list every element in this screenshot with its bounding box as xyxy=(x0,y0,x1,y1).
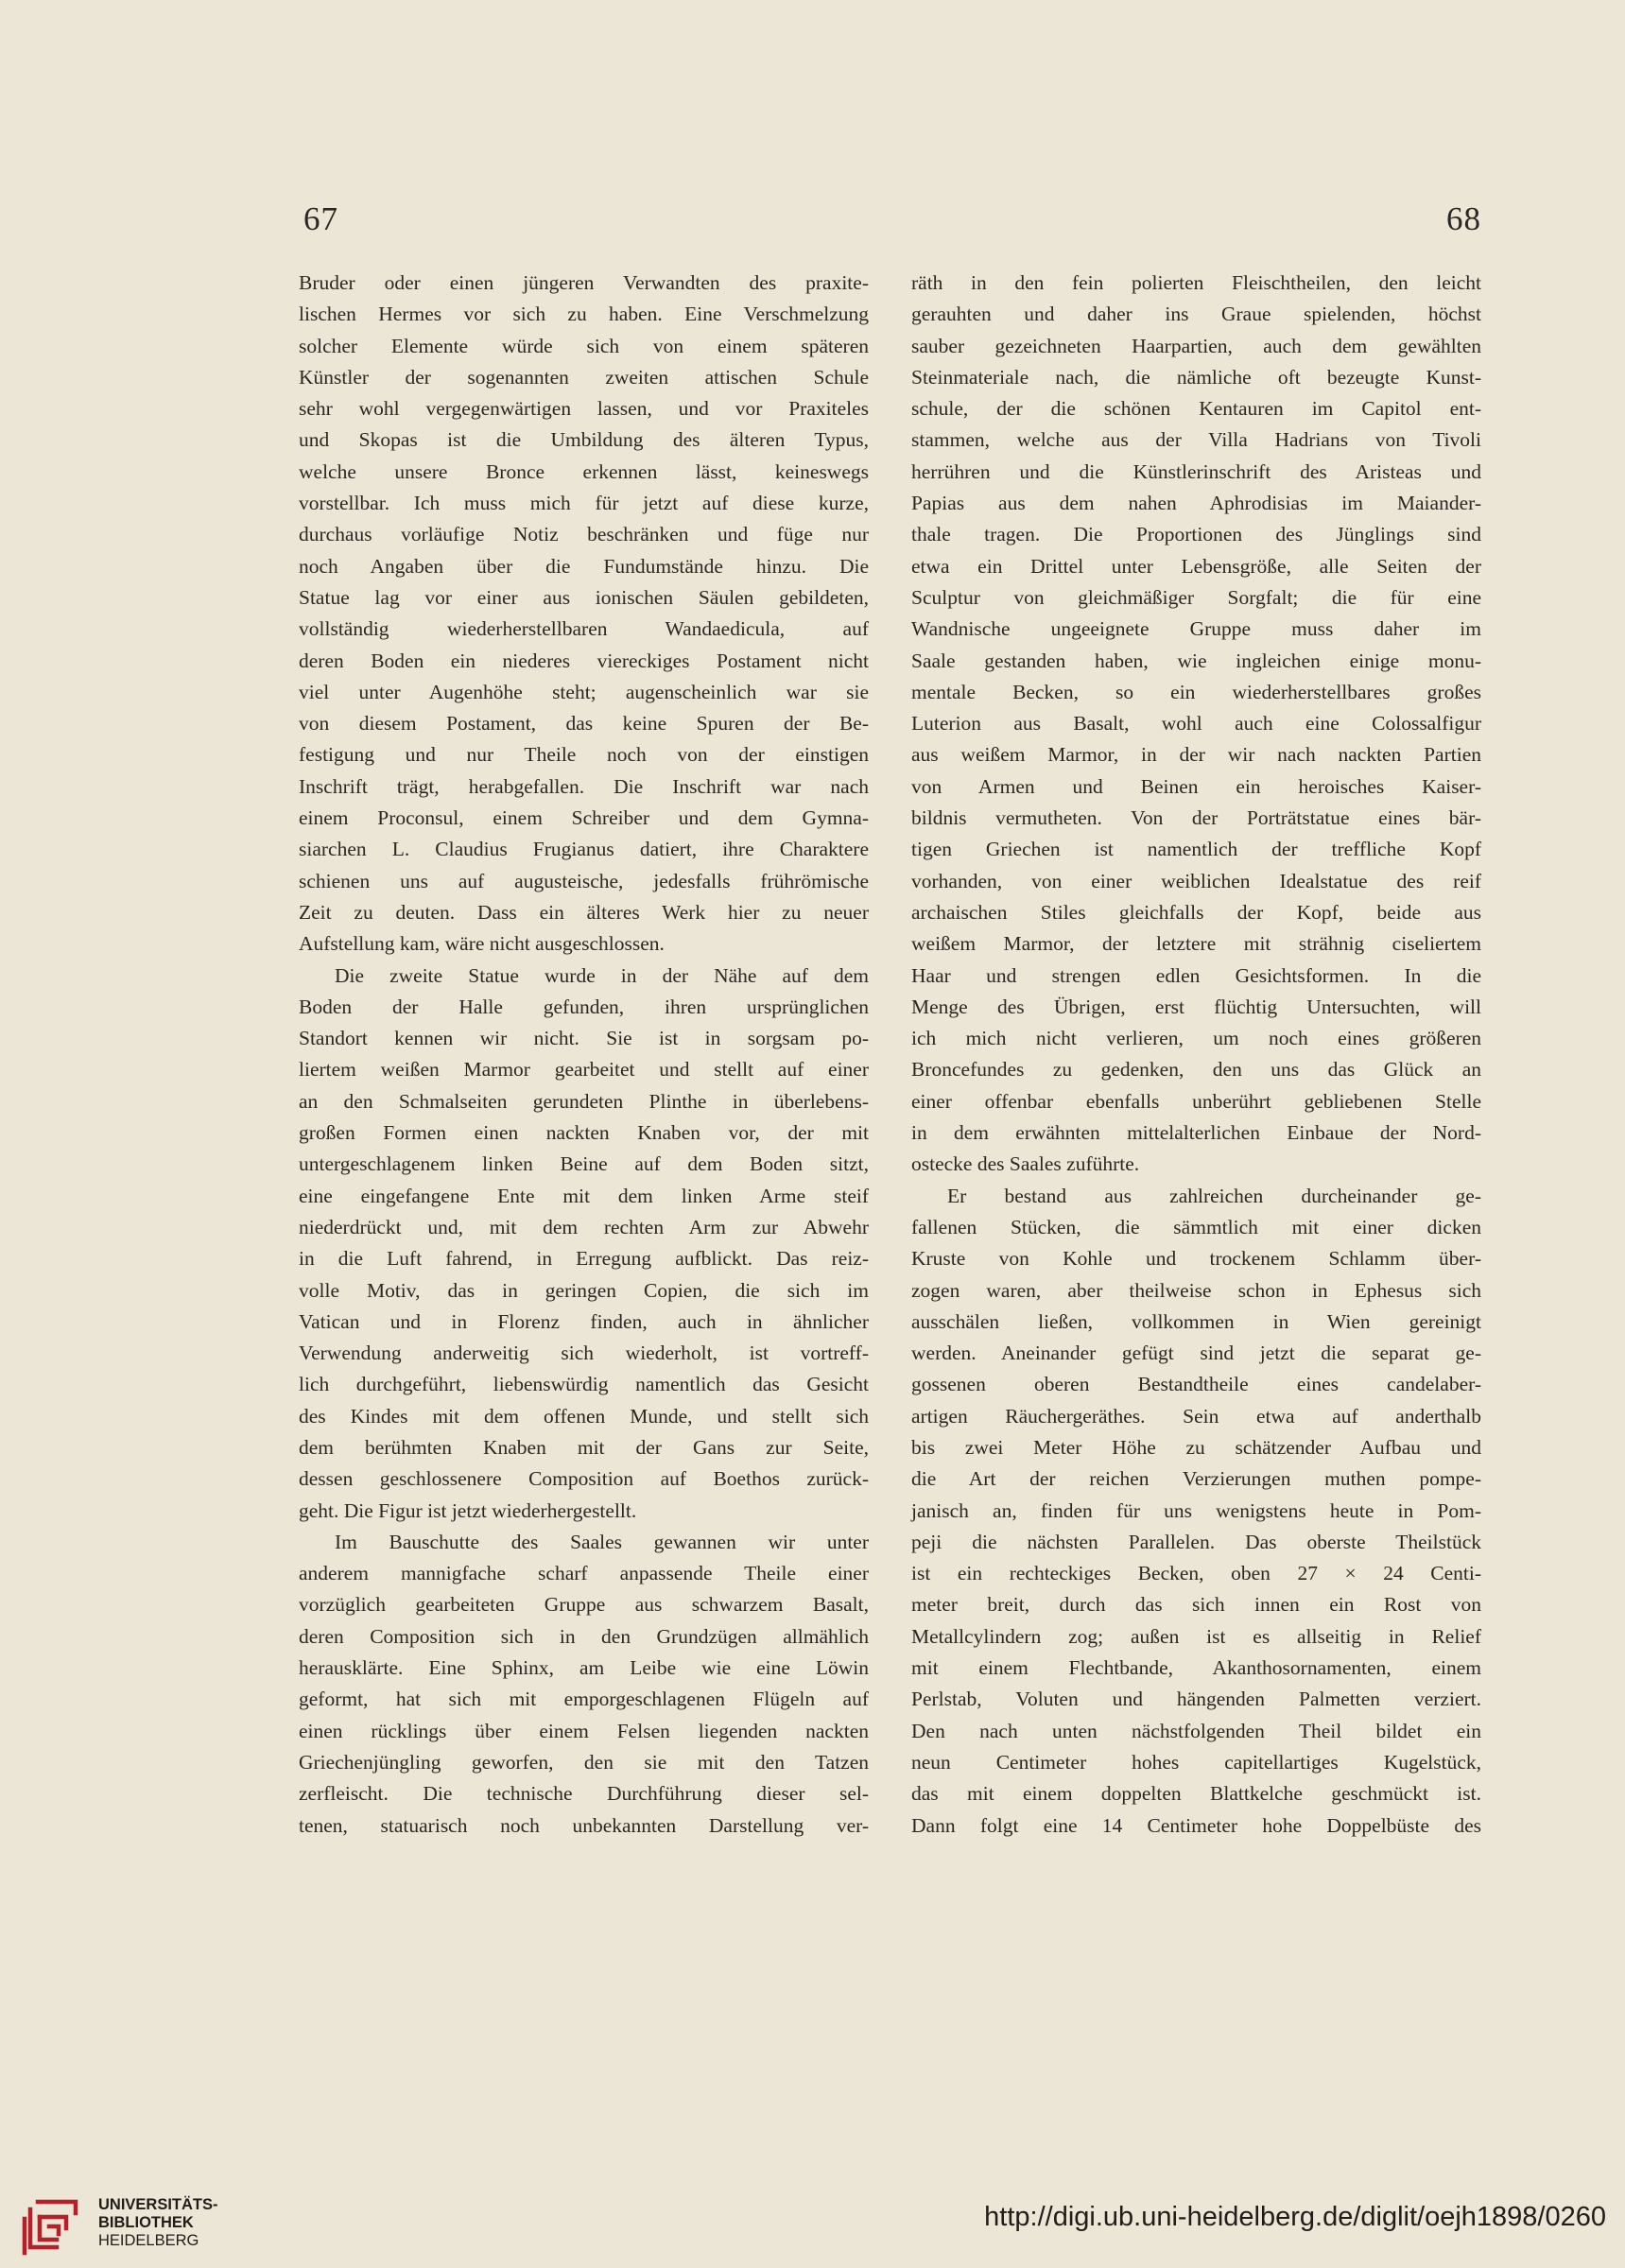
left-column-line: Standort kennen wir nicht. Sie ist in sorgsam po- xyxy=(299,1027,869,1050)
right-column-line: Kruste von Kohle und trockenem Schlamm über- xyxy=(911,1247,1481,1271)
library-name-line2: BIBLIOTHEK xyxy=(98,2214,194,2231)
right-column-line: ist ein rechteckiges Becken, oben 27 × 24 Centi- xyxy=(911,1562,1481,1585)
left-column-line: an den Schmalseiten gerundeten Plinthe in überlebens- xyxy=(299,1089,869,1113)
left-column-line: einen rücklings über einem Felsen liegenden nackten xyxy=(299,1719,869,1742)
right-column-line: Menge des Übrigen, erst flüchtig Untersuchten, will xyxy=(911,995,1481,1018)
left-column-line: Künstler der sogenannten zweiten attischen Schule xyxy=(299,365,869,389)
left-column-line: großen Formen einen nackten Knaben vor, der mit xyxy=(299,1121,869,1145)
right-column-line: neun Centimeter hohes capitellartiges Kugelstück, xyxy=(911,1750,1481,1774)
right-column-line: Broncefundes zu gedenken, den uns das Glück an xyxy=(911,1058,1481,1082)
right-column-line: Papias aus dem nahen Aphrodisias im Maiander- xyxy=(911,492,1481,515)
right-column-line: artigen Räuchergeräthes. Sein etwa auf anderthalb xyxy=(911,1404,1481,1428)
left-column-line: siarchen L. Claudius Frugianus datiert, ihre Charaktere xyxy=(299,838,869,861)
left-column-line: niederdrückt und, mit dem rechten Arm zur Abwehr xyxy=(299,1215,869,1238)
right-page-number: 68 xyxy=(1446,200,1481,237)
left-column-line: herausklärte. Eine Sphinx, am Leibe wie eine Löwin xyxy=(299,1656,869,1680)
right-column-line: etwa ein Drittel unter Lebensgröße, alle Seiten der xyxy=(911,554,1481,578)
right-column-line: zogen waren, aber theilweise schon in Ephesus sich xyxy=(911,1278,1481,1302)
right-column-line: Metallcylindern zog; außen ist es allseitig in Relief xyxy=(911,1624,1481,1648)
left-column-line: lich durchgeführt, liebenswürdig namentlich das Gesicht xyxy=(299,1373,869,1396)
right-column-line: meter breit, durch das sich innen ein Rost von xyxy=(911,1593,1481,1617)
left-column-line: Zeit zu deuten. Dass ein älteres Werk hier zu neuer xyxy=(299,900,869,924)
right-column-line: schule, der die schönen Kentauren im Capitol ent- xyxy=(911,397,1481,421)
right-column-line: sauber gezeichneten Haarpartien, auch dem gewählten xyxy=(911,334,1481,357)
right-column-line: Steinmateriale nach, die nämliche oft bezeugte Kunst- xyxy=(911,365,1481,389)
right-column-line: vorhanden, von einer weiblichen Idealstatue des reif xyxy=(911,869,1481,892)
left-column-line: in die Luft fahrend, in Erregung aufblickt. Das reiz- xyxy=(299,1247,869,1271)
right-column-line: Er bestand aus zahlreichen durcheinander ge- xyxy=(947,1184,1481,1207)
right-column-line: Perlstab, Voluten und hängenden Palmetten verziert. xyxy=(911,1688,1481,1711)
left-column-line: Die zweite Statue wurde in der Nähe auf dem xyxy=(335,963,869,987)
left-column-line: Griechenjüngling geworfen, den sie mit den Tatzen xyxy=(299,1750,869,1774)
right-column-line: räth in den fein polierten Fleischtheilen, den leicht xyxy=(911,271,1481,294)
right-column-line: werden. Aneinander gefügt sind jetzt die separat ge- xyxy=(911,1342,1481,1365)
left-column-line: liertem weißen Marmor gearbeitet und stellt auf einer xyxy=(299,1058,869,1082)
library-name-line3: HEIDELBERG xyxy=(98,2232,199,2249)
left-page-number: 67 xyxy=(303,200,338,237)
left-column-line: Inschrift trägt, herabgefallen. Die Inschrift war nach xyxy=(299,774,869,798)
left-column-line: volle Motiv, das in geringen Copien, die sich im xyxy=(299,1278,869,1302)
left-column-line: dessen geschlossenere Composition auf Boethos zurück- xyxy=(299,1467,869,1491)
right-column-line: peji die nächsten Parallelen. Das oberste Theilstück xyxy=(911,1530,1481,1553)
left-column-line: Im Bauschutte des Saales gewannen wir unter xyxy=(335,1530,869,1553)
left-column-line: zerfleischt. Die technische Durchführung dieser sel- xyxy=(299,1782,869,1806)
right-column-line: gossenen oberen Bestandtheile eines candelaber- xyxy=(911,1373,1481,1396)
right-column-line: Haar und strengen edlen Gesichtsformen. In die xyxy=(911,963,1481,987)
left-column-line: anderem mannigfache scharf anpassende Theile einer xyxy=(299,1562,869,1585)
left-column-line: schienen uns auf augusteische, jedesfalls frührömische xyxy=(299,869,869,892)
right-column-line: einer offenbar ebenfalls unberührt gebliebenen Stelle xyxy=(911,1089,1481,1113)
right-column-line: bis zwei Meter Höhe zu schätzender Aufbau und xyxy=(911,1435,1481,1459)
left-column-line: geformt, hat sich mit emporgeschlagenen Flügeln auf xyxy=(299,1688,869,1711)
right-column-line: in dem erwähnten mittelalterlichen Einbaue der Nord- xyxy=(911,1121,1481,1145)
left-column-line: deren Composition sich in den Grundzügen allmählich xyxy=(299,1624,869,1648)
right-text-column xyxy=(911,268,1481,1842)
right-column-line: tigen Griechen ist namentlich der treffliche Kopf xyxy=(911,838,1481,861)
right-column-line: Dann folgt eine 14 Centimeter hohe Doppelbüste des xyxy=(911,1813,1481,1837)
left-column-line: festigung und nur Theile noch von der einstigen xyxy=(299,743,869,767)
right-column-line: Den nach unten nächstfolgenden Theil bildet ein xyxy=(911,1719,1481,1742)
right-column-line: Luterion aus Basalt, wohl auch eine Colossalfigur xyxy=(911,712,1481,736)
left-column-line: Verwendung anderweitig sich wiederholt, ist vortreff- xyxy=(299,1342,869,1365)
left-column-line: tenen, statuarisch noch unbekannten Darstellung ver- xyxy=(299,1813,869,1837)
left-column-line: einem Proconsul, einem Schreiber und dem Gymna- xyxy=(299,806,869,830)
permalink-url[interactable]: http://digi.ub.uni-heidelberg.de/diglit/oejh1898/0260 xyxy=(984,2202,1606,2232)
right-column-line: janisch an, finden für uns wenigstens heute in Pom- xyxy=(911,1498,1481,1522)
left-column-line: eine eingefangene Ente mit dem linken Arme steif xyxy=(299,1184,869,1207)
right-column-line: aus weißem Marmor, in der wir nach nackten Partien xyxy=(911,743,1481,767)
right-column-line: mit einem Flechtbande, Akanthosornamenten, einem xyxy=(911,1656,1481,1680)
right-column-line: die Art der reichen Verzierungen muthen pompe- xyxy=(911,1467,1481,1491)
left-column-line: untergeschlagenem linken Beine auf dem Boden sitzt, xyxy=(299,1152,869,1176)
left-column-line: vorstellbar. Ich muss mich für jetzt auf diese kurze, xyxy=(299,492,869,515)
left-column-line: deren Boden ein niederes viereckiges Postament nicht xyxy=(299,649,869,672)
left-column-line: sehr wohl vergegenwärtigen lassen, und vor Praxiteles xyxy=(299,397,869,421)
left-column-line: des Kindes mit dem offenen Munde, und stellt sich xyxy=(299,1404,869,1428)
left-text-column xyxy=(299,268,869,1842)
right-column-line: mentale Becken, so ein wiederherstellbares großes xyxy=(911,680,1481,703)
right-column-line: gerauhten und daher ins Graue spielenden, höchst xyxy=(911,303,1481,326)
left-column-line: durchaus vorläufige Notiz beschränken und füge nur xyxy=(299,523,869,546)
right-column-line: ostecke des Saales zuführte. xyxy=(911,1152,1140,1176)
right-column-line: herrühren und die Künstlerinschrift des Aristeas und xyxy=(911,459,1481,483)
right-column-line: weißem Marmor, der letztere mit strähnig ciseliertem xyxy=(911,932,1481,956)
left-column-line: dem berühmten Knaben mit der Gans zur Seite, xyxy=(299,1435,869,1459)
left-column-line: Vatican und in Florenz finden, auch in ähnlicher xyxy=(299,1309,869,1333)
right-column-line: archaischen Stiles gleichfalls der Kopf, beide aus xyxy=(911,900,1481,924)
left-column-line: viel unter Augenhöhe steht; augenscheinlich war sie xyxy=(299,680,869,703)
ub-heidelberg-logo-icon xyxy=(19,2190,87,2259)
right-column-line: thale tragen. Die Proportionen des Jünglings sind xyxy=(911,523,1481,546)
left-column-line: Bruder oder einen jüngeren Verwandten des praxite- xyxy=(299,271,869,294)
right-column-line: Wandnische ungeeignete Gruppe muss daher im xyxy=(911,617,1481,641)
right-column-line: bildnis vermutheten. Von der Porträtstatue eines bär- xyxy=(911,806,1481,830)
right-column-line: von Armen und Beinen ein heroisches Kaiser- xyxy=(911,774,1481,798)
left-column-line: welche unsere Bronce erkennen lässt, keineswegs xyxy=(299,459,869,483)
left-column-line: vollständig wiederherstellbaren Wandaedicula, auf xyxy=(299,617,869,641)
right-column-line: das mit einem doppelten Blattkelche geschmückt ist. xyxy=(911,1782,1481,1806)
left-column-line: solcher Elemente würde sich von einem späteren xyxy=(299,334,869,357)
right-column-line: Saale gestanden haben, wie ingleichen einige monu- xyxy=(911,649,1481,672)
left-column-line: von diesem Postament, das keine Spuren der Be- xyxy=(299,712,869,736)
left-column-line: vorzüglich gearbeiteten Gruppe aus schwarzem Basalt, xyxy=(299,1593,869,1617)
library-name-line1: UNIVERSITÄTS- xyxy=(98,2196,218,2213)
left-column-line: Statue lag vor einer aus ionischen Säulen gebildeten, xyxy=(299,585,869,609)
left-column-line: lischen Hermes vor sich zu haben. Eine Verschmelzung xyxy=(299,303,869,326)
library-name xyxy=(98,2196,218,2250)
left-column-line: geht. Die Figur ist jetzt wiederhergestellt. xyxy=(299,1498,637,1522)
left-column-line: noch Angaben über die Fundumstände hinzu. Die xyxy=(299,554,869,578)
footer-bar xyxy=(0,2147,1625,2268)
right-column-line: fallenen Stücken, die sämmtlich mit einer dicken xyxy=(911,1215,1481,1238)
left-column-line: und Skopas ist die Umbildung des älteren Typus, xyxy=(299,428,869,452)
right-column-line: ich mich nicht verlieren, um noch eines größeren xyxy=(911,1027,1481,1050)
left-column-line: Boden der Halle gefunden, ihren ursprünglichen xyxy=(299,995,869,1018)
right-column-line: ausschälen ließen, vollkommen in Wien gereinigt xyxy=(911,1309,1481,1333)
left-column-line: Aufstellung kam, wäre nicht ausgeschlossen. xyxy=(299,932,665,956)
right-column-line: stammen, welche aus der Villa Hadrians von Tivoli xyxy=(911,428,1481,452)
right-column-line: Sculptur von gleichmäßiger Sorgfalt; die für eine xyxy=(911,585,1481,609)
